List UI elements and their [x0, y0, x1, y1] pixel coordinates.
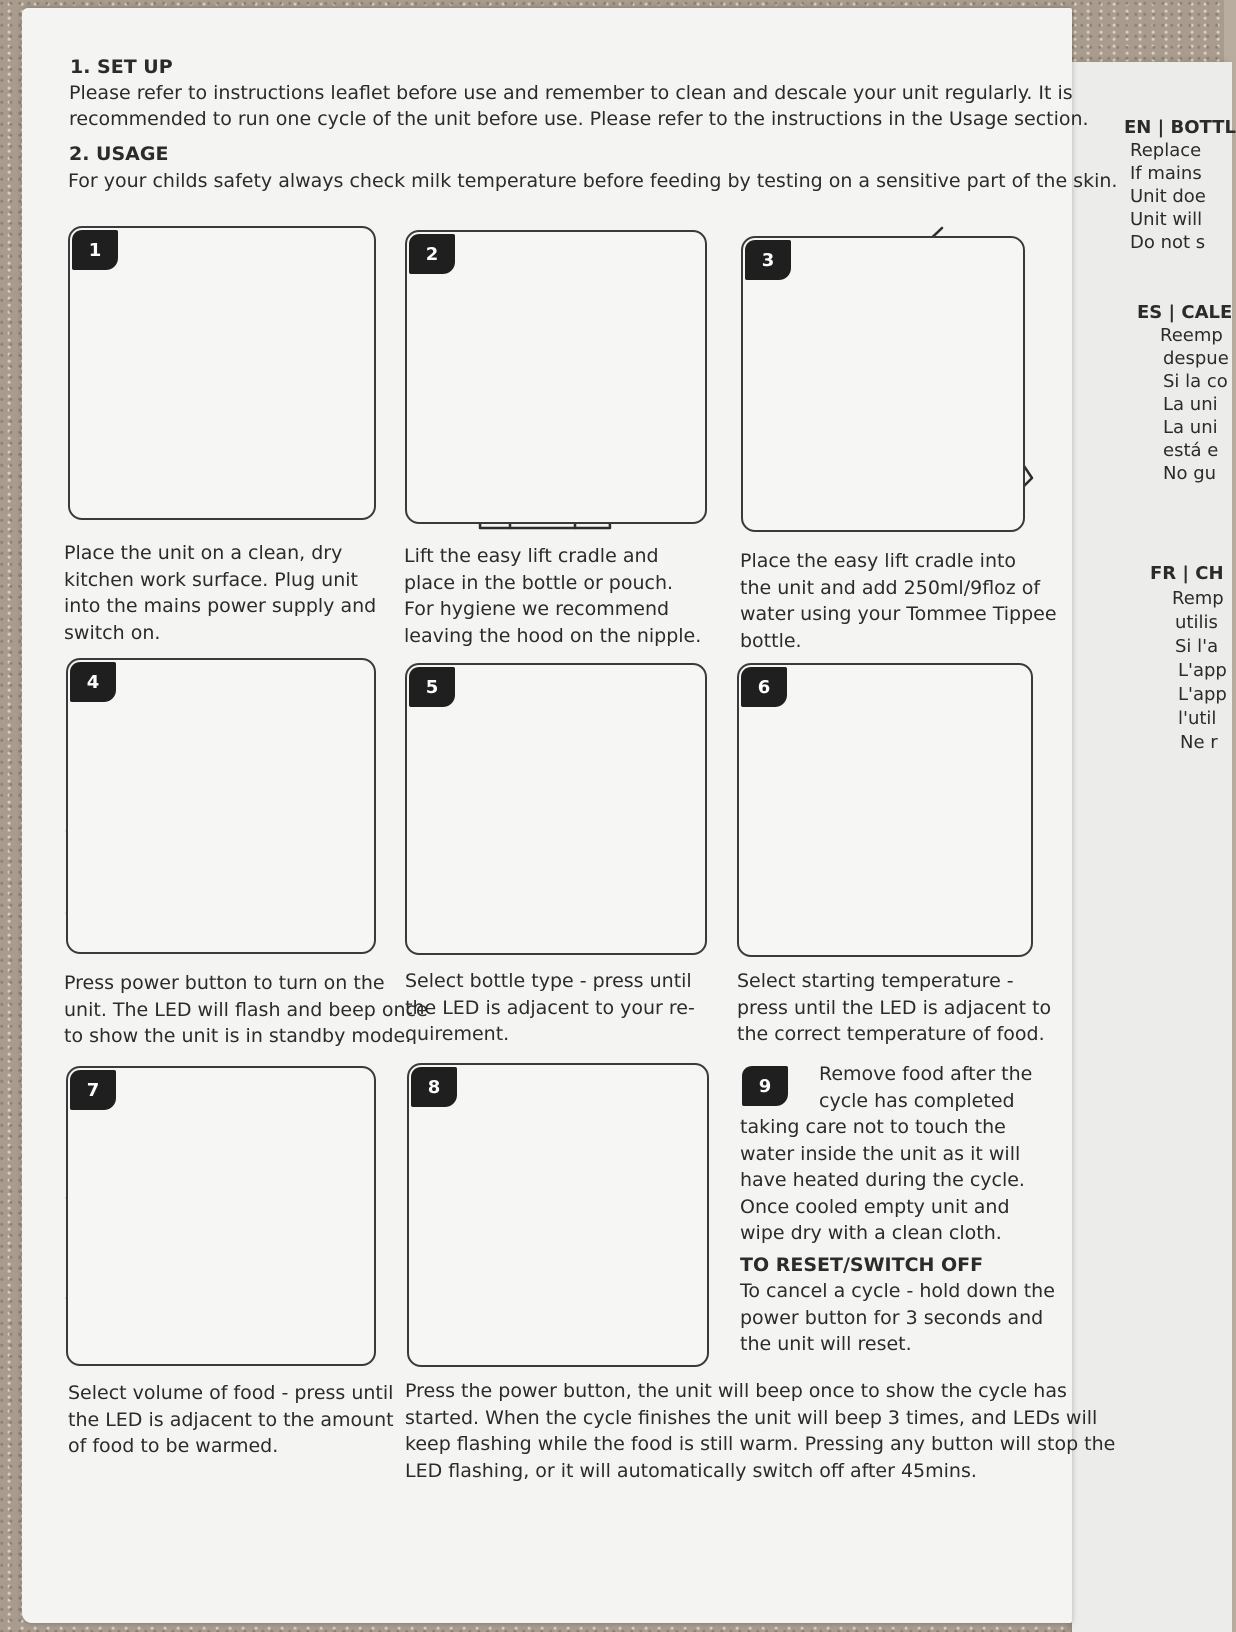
side-es-item: está e — [1163, 440, 1219, 461]
side-en-item: Unit will — [1130, 209, 1203, 230]
step-2-badge: 2 — [409, 234, 455, 274]
setup-heading: 1. SET UP — [70, 56, 173, 78]
step-5-panel — [405, 663, 707, 955]
step-3-caption: Place the easy lift cradle into the unit and add 250ml/9floz of water using your Tommee Tippee bottle. — [740, 550, 1057, 652]
step-4-badge: 4 — [70, 662, 116, 702]
step-6-caption: Select starting temperature - press until the LED is adjacent to the correct temperature of food. — [737, 970, 1052, 1045]
step-6-panel — [737, 663, 1033, 957]
side-fr-item: utilis — [1175, 612, 1218, 633]
side-es-item: La uni — [1163, 394, 1218, 415]
step-1-caption: Place the unit on a clean, dry kitchen work surface. Plug unit into the mains power supply and switch on. — [64, 542, 377, 644]
step-7-badge: 7 — [70, 1070, 116, 1110]
step-8-caption: Press the power button, the unit will beep once to show the cycle has started. When the cycle finishes the unit will beep 3 times, and LEDs will keep flashing while the food is still warm. Pressing any button will stop the LED flashing, or it will automatically switch off after 45mins. — [405, 1380, 1116, 1482]
step-9-caption-top: Remove food after the cycle has completed — [819, 1063, 1033, 1112]
side-en-item: Unit doe — [1130, 186, 1206, 207]
step-4-caption: Press power button to turn on the unit. The LED will flash and beep once to show the unit is in standby mode. — [64, 972, 428, 1047]
side-en-item: Replace — [1130, 140, 1202, 161]
side-fr-heading: FR | CH — [1150, 563, 1224, 584]
side-fr-item: Si l'a — [1175, 636, 1219, 657]
step-5-caption: Select bottle type - press until the LED is adjacent to your re- quirement. — [405, 970, 695, 1045]
side-fr-item: L'app — [1178, 660, 1227, 681]
side-fr-item: Ne r — [1180, 732, 1218, 753]
step-2-panel — [405, 230, 707, 524]
side-fr-item: l'util — [1178, 708, 1217, 729]
step-7-panel — [66, 1066, 376, 1366]
step-1-panel — [68, 226, 376, 520]
step-2-caption: Lift the easy lift cradle and place in the bottle or pouch. For hygiene we recommend leaving the hood on the nipple. — [404, 545, 702, 647]
usage-text-line1: For your childs safety always check milk temperature before feeding by testing on a sensitive part of the skin. — [68, 170, 1118, 192]
instruction-sheet — [22, 8, 1118, 1623]
side-en-heading: EN | BOTTL — [1124, 117, 1236, 138]
side-es-heading: ES | CALE — [1137, 302, 1233, 323]
side-es-item: No gu — [1163, 463, 1217, 484]
step-9-badge: 9 — [742, 1066, 788, 1106]
step-3-badge: 3 — [745, 240, 791, 280]
step-7-caption: Select volume of food - press until the LED is adjacent to the amount of food to be warmed. — [68, 1382, 394, 1457]
step-6-badge: 6 — [741, 667, 787, 707]
setup-text-line1: Please refer to instructions leaflet before use and remember to clean and descale your unit regularly. It is — [69, 82, 1073, 104]
side-es-item: Reemp — [1160, 325, 1223, 346]
step-3-panel — [741, 236, 1025, 532]
side-es-item: despue — [1163, 348, 1229, 369]
usage-heading: 2. USAGE — [69, 143, 169, 165]
step-9-caption-body: taking care not to touch the water inside the unit as it will have heated during the cycle. Once cooled empty unit and wipe dry with a clean cloth. — [740, 1116, 1025, 1244]
step-8-badge: 8 — [411, 1067, 457, 1107]
side-en-item: If mains — [1130, 163, 1202, 184]
side-en-item: Do not s — [1130, 232, 1206, 253]
reset-text: To cancel a cycle - hold down the power button for 3 seconds and the unit will reset. — [740, 1280, 1055, 1355]
step-4-panel — [66, 658, 376, 954]
reset-heading: TO RESET/SWITCH OFF — [740, 1254, 984, 1276]
side-es-item: Si la co — [1163, 371, 1228, 392]
setup-text-line2: recommended to run one cycle of the unit before use. Please refer to the instructions in the Usage section. — [69, 108, 1089, 130]
step-8-panel — [407, 1063, 709, 1367]
step-1-badge: 1 — [72, 230, 118, 270]
side-es-item: La uni — [1163, 417, 1218, 438]
side-fr-item: L'app — [1178, 684, 1227, 705]
side-fr-item: Remp — [1172, 588, 1224, 609]
step-5-badge: 5 — [409, 667, 455, 707]
